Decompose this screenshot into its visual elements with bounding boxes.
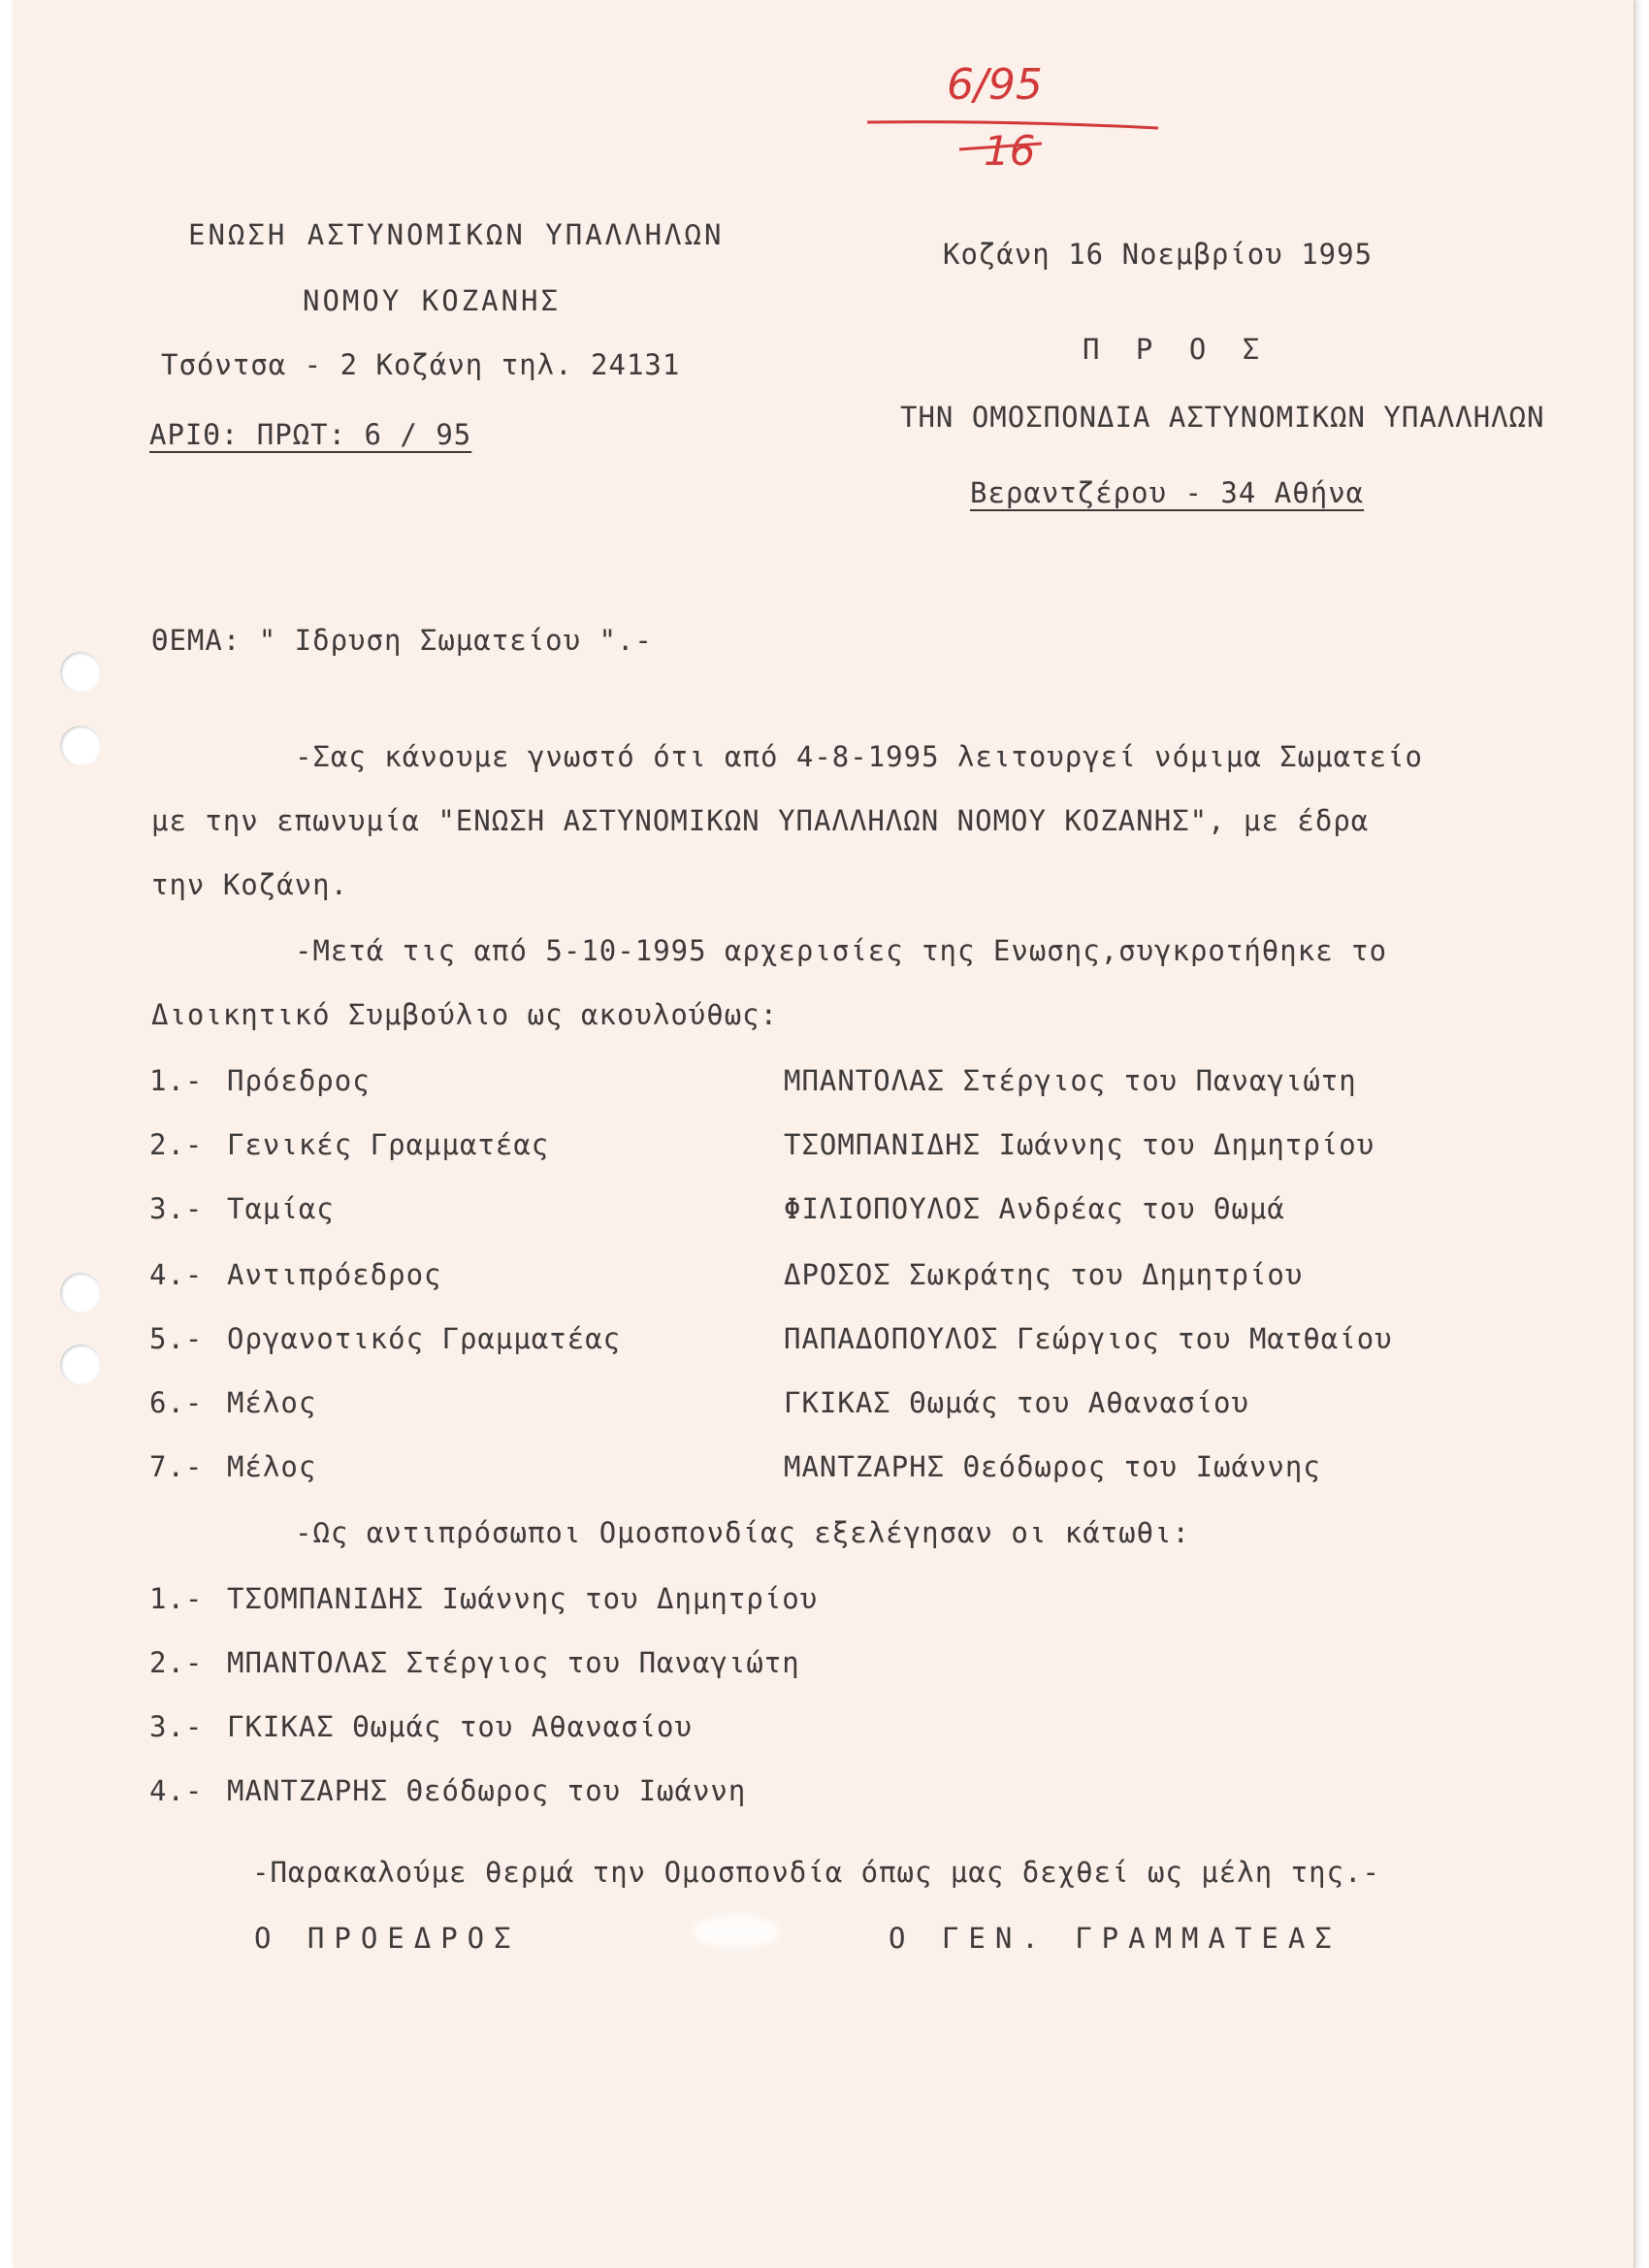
punch-hole-4 — [60, 1345, 101, 1385]
board-role: Μέλος — [227, 1386, 317, 1419]
paragraph2-line2: Διοικητικό Συμβούλιο ως ακουλούθως: — [151, 998, 779, 1031]
board-num: 5.- — [149, 1322, 204, 1355]
rep-name: ΓΚΙΚΑΣ Θωμάς του Αθανασίου — [227, 1710, 693, 1743]
rep-num: 2.- — [149, 1646, 204, 1679]
rep-num: 4.- — [149, 1774, 204, 1807]
board-num: 3.- — [149, 1192, 204, 1225]
rep-name: ΜΑΝΤΖΑΡΗΣ Θεόδωρος του Ιωάννη — [227, 1774, 747, 1807]
board-name: ΜΑΝΤΖΑΡΗΣ Θεόδωρος του Ιωάννης — [784, 1450, 1321, 1483]
closing-line: -Παρακαλούμε θερμά την Ομοσπονδία όπως μας δεχθεί ως μέλη της.- — [252, 1856, 1380, 1889]
board-role: Πρόεδρος — [227, 1064, 371, 1097]
sender-line2: ΝΟΜΟΥ ΚΟΖΑΝΗΣ — [303, 284, 561, 317]
paragraph1-line2: με την επωνυμία "ΕΝΩΣΗ ΑΣΤΥΝΟΜΙΚΩΝ ΥΠΑΛΛΗΛΩΝ ΝΟΜΟΥ ΚΟΖΑΝΗΣ", με έδρα — [151, 804, 1370, 837]
rep-name: ΜΠΑΝΤΟΛΑΣ Στέργιος του Παναγιώτη — [227, 1646, 800, 1679]
board-num: 2.- — [149, 1128, 204, 1161]
sender-address: Τσόντσα - 2 Κοζάνη τηλ. 24131 — [161, 348, 681, 381]
subject-line: ΘΕΜΑ: " Ιδρυση Σωματείου ".- — [151, 624, 653, 657]
board-num: 6.- — [149, 1386, 204, 1419]
signature-right: Ο ΓΕΝ. ΓΡΑΜΜΑΤΕΑΣ — [889, 1922, 1342, 1955]
handwritten-number: 6/95 — [947, 60, 1043, 110]
rep-num: 3.- — [149, 1710, 204, 1743]
paragraph1-line1: -Σας κάνουμε γνωστό ότι από 4-8-1995 λειτουργεί νόμιμα Σωματείο — [295, 740, 1423, 773]
board-name: ΦΙΛΙΟΠΟΥΛΟΣ Ανδρέας του Θωμά — [784, 1192, 1285, 1225]
board-name: ΤΣΟΜΠΑΝΙΔΗΣ Ιωάννης του Δημητρίου — [784, 1128, 1375, 1161]
signature-smudge — [693, 1915, 780, 1948]
board-name: ΜΠΑΝΤΟΛΑΣ Στέργιος του Παναγιώτη — [784, 1064, 1357, 1097]
punch-hole-2 — [60, 726, 101, 766]
board-role: Αντιπρόεδρος — [227, 1258, 442, 1291]
board-name: ΔΡΟΣΟΣ Σωκράτης του Δημητρίου — [784, 1258, 1304, 1291]
punch-hole-1 — [60, 652, 101, 693]
recipient-name: ΤΗΝ ΟΜΟΣΠΟΝΔΙΑ ΑΣΤΥΝΟΜΙΚΩΝ ΥΠΑΛΛΗΛΩΝ — [900, 401, 1545, 434]
board-role: Γενικές Γραμματέας — [227, 1128, 550, 1161]
recipient-to: Π Ρ Ο Σ — [1083, 333, 1270, 366]
board-name: ΓΚΙΚΑΣ Θωμάς του Αθανασίου — [784, 1386, 1249, 1419]
signature-left: Ο ΠΡΟΕΔΡΟΣ — [254, 1922, 521, 1955]
document-date: Κοζάνη 16 Νοεμβρίου 1995 — [943, 238, 1374, 271]
punch-hole-3 — [60, 1273, 101, 1313]
sender-line1: ΕΝΩΣΗ ΑΣΤΥΝΟΜΙΚΩΝ ΥΠΑΛΛΗΛΩΝ — [188, 218, 725, 251]
board-name: ΠΑΠΑΔΟΠΟΥΛΟΣ Γεώργιος του Ματθαίου — [784, 1322, 1393, 1355]
recipient-address: Βεραντζέρου - 34 Αθήνα — [970, 476, 1365, 509]
paragraph2-line1: -Μετά τις από 5-10-1995 αρχερισίες της Ενωσης,συγκροτήθηκε το — [295, 934, 1388, 967]
board-num: 4.- — [149, 1258, 204, 1291]
rep-num: 1.- — [149, 1582, 204, 1615]
handwritten-sub: 16 — [984, 127, 1036, 175]
paragraph1-line3: την Κοζάνη. — [151, 868, 349, 901]
board-num: 1.- — [149, 1064, 204, 1097]
board-role: Οργανοτικός Γραμματέας — [227, 1322, 622, 1355]
board-role: Μέλος — [227, 1450, 317, 1483]
board-num: 7.- — [149, 1450, 204, 1483]
handwritten-note — [857, 60, 1178, 196]
rep-name: ΤΣΟΜΠΑΝΙΔΗΣ Ιωάννης του Δημητρίου — [227, 1582, 819, 1615]
document-page — [14, 0, 1635, 2268]
reps-intro: -Ως αντιπρόσωποι Ομοσπονδίας εξελέγησαν οι κάτωθι: — [295, 1516, 1190, 1549]
board-role: Ταμίας — [227, 1192, 335, 1225]
protocol-number: ΑΡΙΘ: ΠΡΩΤ: 6 / 95 — [149, 418, 472, 451]
